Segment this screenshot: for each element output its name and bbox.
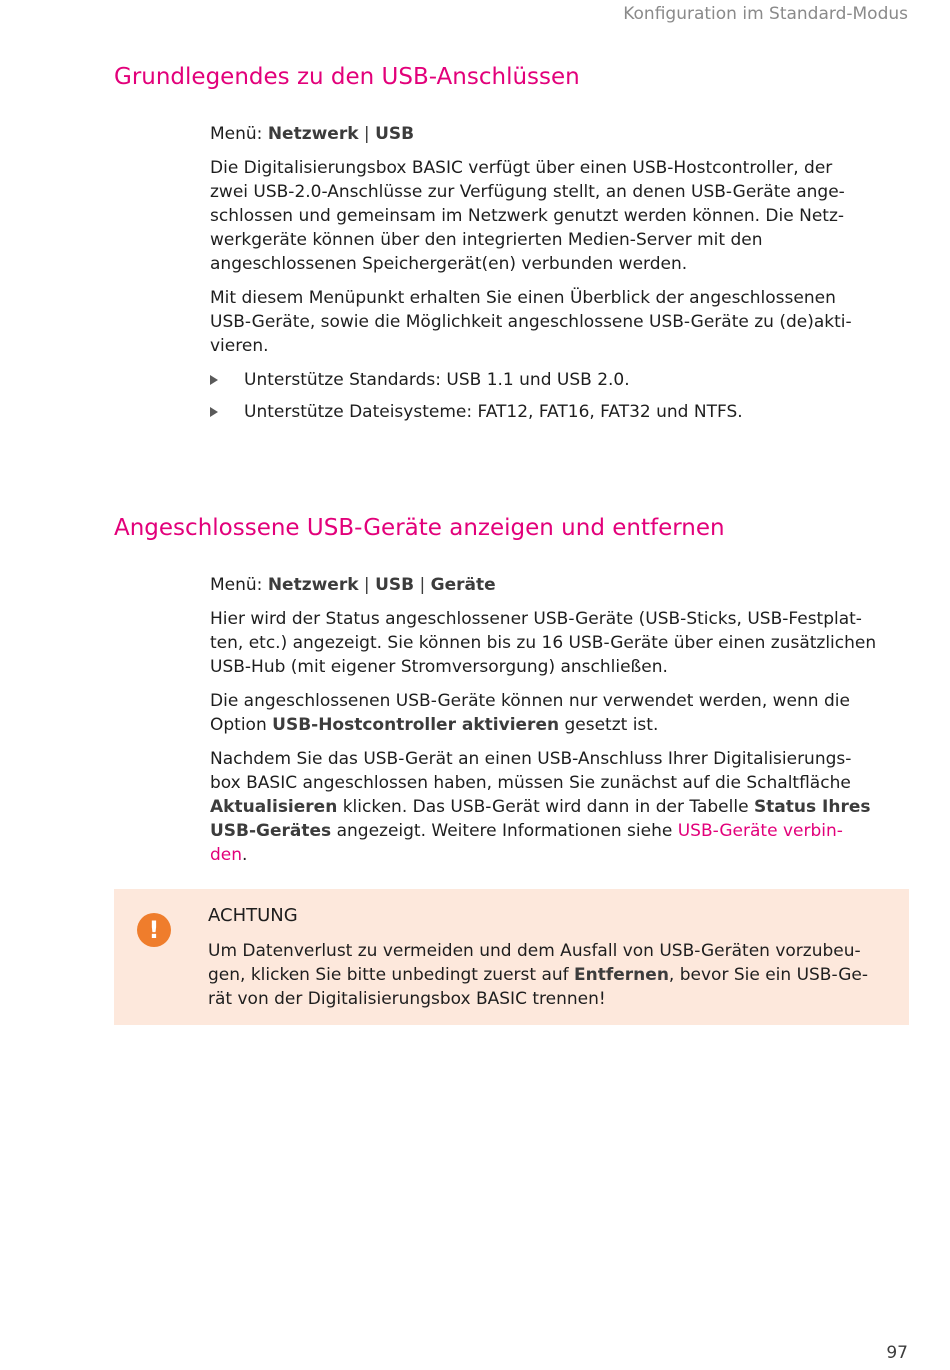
menu-item-usb: USB — [375, 575, 415, 595]
warning-title: ACHTUNG — [208, 905, 298, 926]
paragraph-hostcontroller: Die angeschlossenen USB-Geräte können nur verwendet werden, wenn die Option USB-Hostcontroller aktivieren gesetzt ist. — [210, 691, 850, 735]
running-header: Konfiguration im Standard-Modus — [623, 4, 908, 24]
menu-item-netzwerk: Netzwerk — [267, 575, 359, 595]
menu-prefix: Menü: — [210, 124, 263, 144]
button-name-aktualisieren: Aktualisieren — [210, 797, 338, 817]
option-usb-hostcontroller: USB-Hostcontroller aktivieren — [272, 715, 560, 735]
section1-body — [210, 122, 910, 424]
section-title-connected-devices: Angeschlossene USB-Geräte anzeigen und entfernen — [114, 515, 725, 541]
bullet-triangle-icon — [210, 407, 218, 417]
section-title-usb-ports: Grundlegendes zu den USB-Anschlüssen — [114, 64, 580, 90]
section2-body — [210, 573, 910, 867]
link-usb-geraete-verbinden[interactable]: USB-Geräte verbin- — [677, 821, 843, 841]
menu-item-usb: USB — [375, 124, 415, 144]
menu-path: Menü: Netzwerk | USB — [210, 124, 415, 144]
exclamation-icon: ! — [137, 913, 171, 947]
link-usb-geraete-verbinden-cont[interactable]: den — [210, 845, 243, 865]
paragraph-intro: Die Digitalisierungsbox BASIC verfügt über einen USB-Hostcontroller, der zwei USB-2.0-Anschlüsse zur Verfügung stellt, an denen USB-Geräte ange- schlossen und gemeinsam im Netzwerk genutzt werden können. Die Netz- werkgeräte können über den integrierten Medien-Server mit den angeschlossenen Speichergerät(en) verbunden werden. — [210, 158, 845, 274]
menu-prefix: Menü: — [210, 575, 263, 595]
table-name-status: Status Ihres — [753, 797, 871, 817]
paragraph-status: Hier wird der Status angeschlossener USB-Geräte (USB-Sticks, USB-Festplat- ten, etc.) angezeigt. Sie können bis zu 16 USB-Geräte über einen zusätzlichen USB-Hub (mit eigener Stromversorgung) anschließen. — [210, 609, 877, 677]
warning-box — [114, 889, 909, 1025]
button-name-entfernen: Entfernen — [574, 965, 669, 985]
table-name-status-cont: USB-Gerätes — [210, 821, 332, 841]
page-number: 97 — [886, 1343, 908, 1363]
paragraph-refresh: Nachdem Sie das USB-Gerät an einen USB-Anschluss Ihrer Digitalisierungs- box BASIC angeschlossen haben, müssen Sie zunächst auf die Schaltfläche Aktualisieren klicken. Das USB-Gerät wird dann in der Tabelle Status Ihres USB-Gerätes angezeigt. Weitere Informationen siehe USB-Geräte verbin- den. — [210, 749, 871, 865]
bullet-triangle-icon — [210, 375, 218, 385]
bullet-filesystems: Unterstütze Dateisysteme: FAT12, FAT16, FAT32 und NTFS. — [210, 400, 910, 424]
menu-path: Menü: Netzwerk | USB | Geräte — [210, 575, 496, 595]
warning-text: Um Datenverlust zu vermeiden und dem Ausfall von USB-Geräten vorzubeu- gen, klicken Sie bitte unbedingt zuerst auf Entfernen, bevor Sie ein USB-Ge- rät von der Digitalisierungsbox BASIC trennen! — [208, 941, 868, 1009]
bullet-standards: Unterstütze Standards: USB 1.1 und USB 2.0. — [210, 368, 910, 392]
menu-item-geraete: Geräte — [430, 575, 496, 595]
menu-item-netzwerk: Netzwerk — [267, 124, 359, 144]
paragraph-overview: Mit diesem Menüpunkt erhalten Sie einen Überblick der angeschlossenen USB-Geräte, sowie die Möglichkeit angeschlossene USB-Geräte zu (de)akti- vieren. — [210, 288, 852, 356]
